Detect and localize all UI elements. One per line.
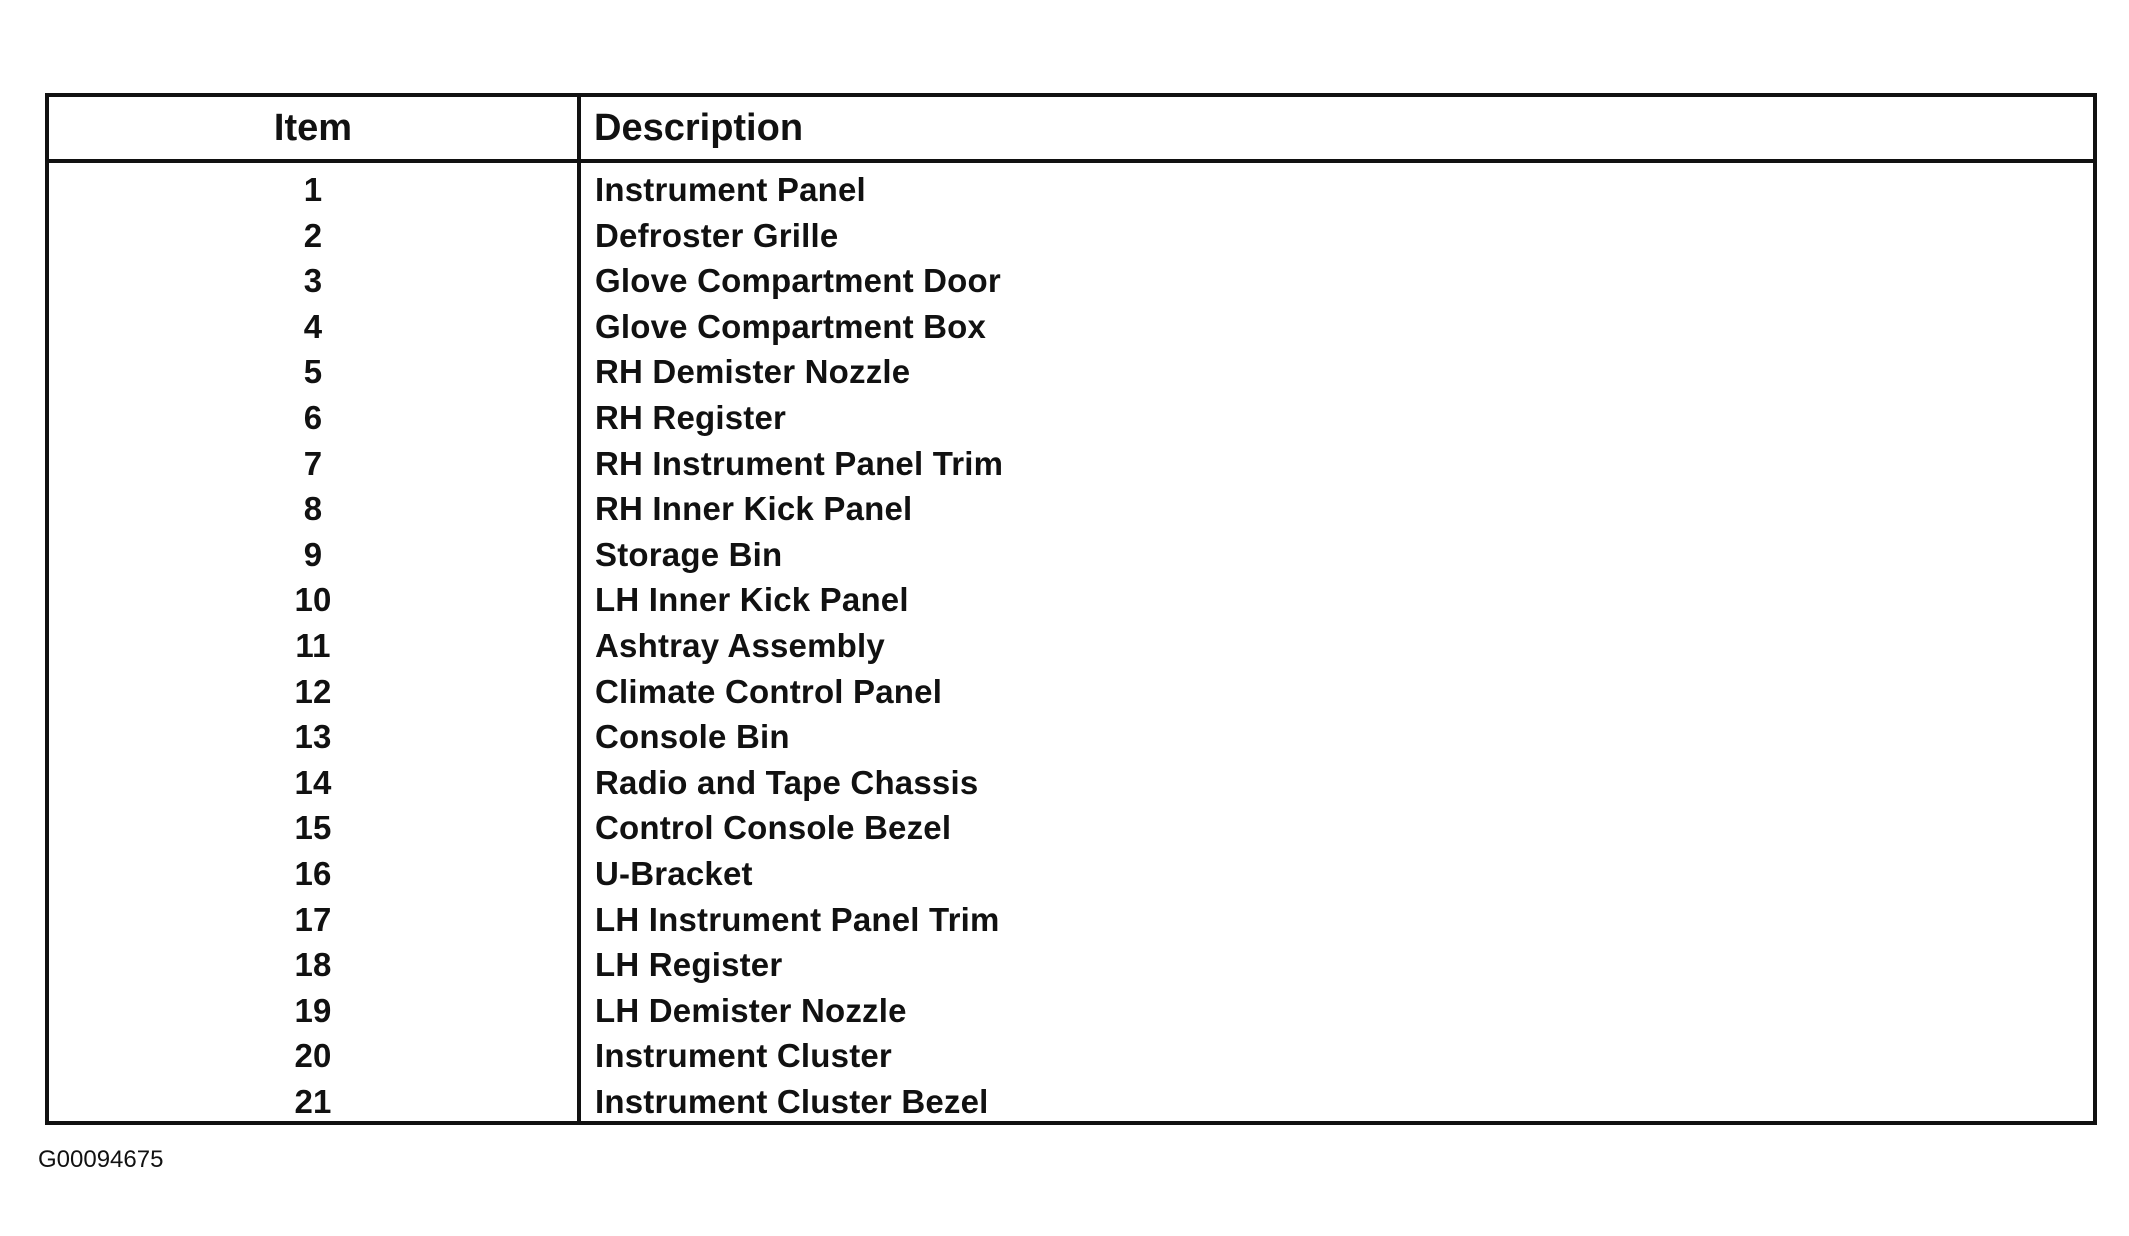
table-row	[49, 258, 2093, 304]
item-description: LH Register	[595, 946, 783, 984]
item-number: 6	[303, 398, 323, 436]
item-number: 7	[303, 444, 323, 482]
table-row	[49, 532, 2093, 578]
item-number: 3	[303, 262, 323, 300]
item-number: 10	[294, 581, 332, 619]
item-description: RH Register	[595, 398, 787, 436]
table-row	[49, 1079, 2093, 1125]
table-row	[49, 1033, 2093, 1079]
table-row	[49, 805, 2093, 851]
item-description: LH Inner Kick Panel	[595, 581, 909, 619]
item-number: 15	[294, 809, 332, 847]
table-row	[49, 167, 2093, 213]
item-number: 14	[294, 763, 332, 801]
header-rule	[49, 159, 2093, 163]
item-description: RH Inner Kick Panel	[595, 490, 913, 528]
item-number: 19	[294, 991, 332, 1029]
table-row	[49, 988, 2093, 1034]
table-row	[49, 851, 2093, 897]
table-row	[49, 486, 2093, 532]
item-number: 12	[294, 672, 332, 710]
item-description: Instrument Cluster	[595, 1037, 892, 1075]
table-row	[49, 395, 2093, 441]
item-description: Glove Compartment Box	[595, 307, 987, 345]
table-row	[49, 760, 2093, 806]
item-number: 20	[294, 1037, 332, 1075]
item-number: 18	[294, 946, 332, 984]
item-description: LH Instrument Panel Trim	[595, 900, 1000, 938]
item-number: 2	[303, 216, 323, 254]
item-description: LH Demister Nozzle	[595, 991, 907, 1029]
item-description: Console Bin	[595, 718, 790, 756]
item-description: Ashtray Assembly	[595, 626, 885, 664]
item-number: 21	[294, 1082, 332, 1120]
item-number: 16	[294, 854, 332, 892]
table-row	[49, 942, 2093, 988]
item-description: Control Console Bezel	[595, 809, 952, 847]
item-description: U-Bracket	[595, 854, 753, 892]
item-description: Glove Compartment Door	[595, 262, 1001, 300]
table-row	[49, 577, 2093, 623]
item-description: Defroster Grille	[595, 216, 839, 254]
item-number: 4	[303, 307, 323, 345]
item-number: 1	[303, 171, 323, 208]
figure-code: G00094675	[38, 1146, 164, 1173]
item-description: Storage Bin	[595, 535, 783, 573]
item-number: 9	[303, 535, 323, 573]
table-row	[49, 669, 2093, 715]
item-number: 5	[303, 353, 323, 391]
table-row	[49, 714, 2093, 760]
item-number: 13	[294, 718, 332, 756]
table-row	[49, 213, 2093, 259]
table-row	[49, 441, 2093, 487]
table-row	[49, 304, 2093, 350]
parts-table	[45, 93, 2097, 1125]
item-number: 8	[303, 490, 323, 528]
item-description: Instrument Panel	[595, 171, 866, 208]
table-row	[49, 897, 2093, 943]
item-description: Radio and Tape Chassis	[595, 763, 979, 801]
item-number: 17	[294, 900, 332, 938]
header-description: Description	[594, 107, 804, 149]
item-description: Instrument Cluster Bezel	[595, 1082, 989, 1120]
item-number: 11	[295, 626, 331, 664]
table-row	[49, 623, 2093, 669]
header-item: Item	[273, 107, 353, 149]
item-description: RH Instrument Panel Trim	[595, 444, 1004, 482]
item-description: Climate Control Panel	[595, 672, 943, 710]
item-description: RH Demister Nozzle	[595, 353, 911, 391]
table-row	[49, 349, 2093, 395]
table-body	[49, 167, 2093, 1124]
